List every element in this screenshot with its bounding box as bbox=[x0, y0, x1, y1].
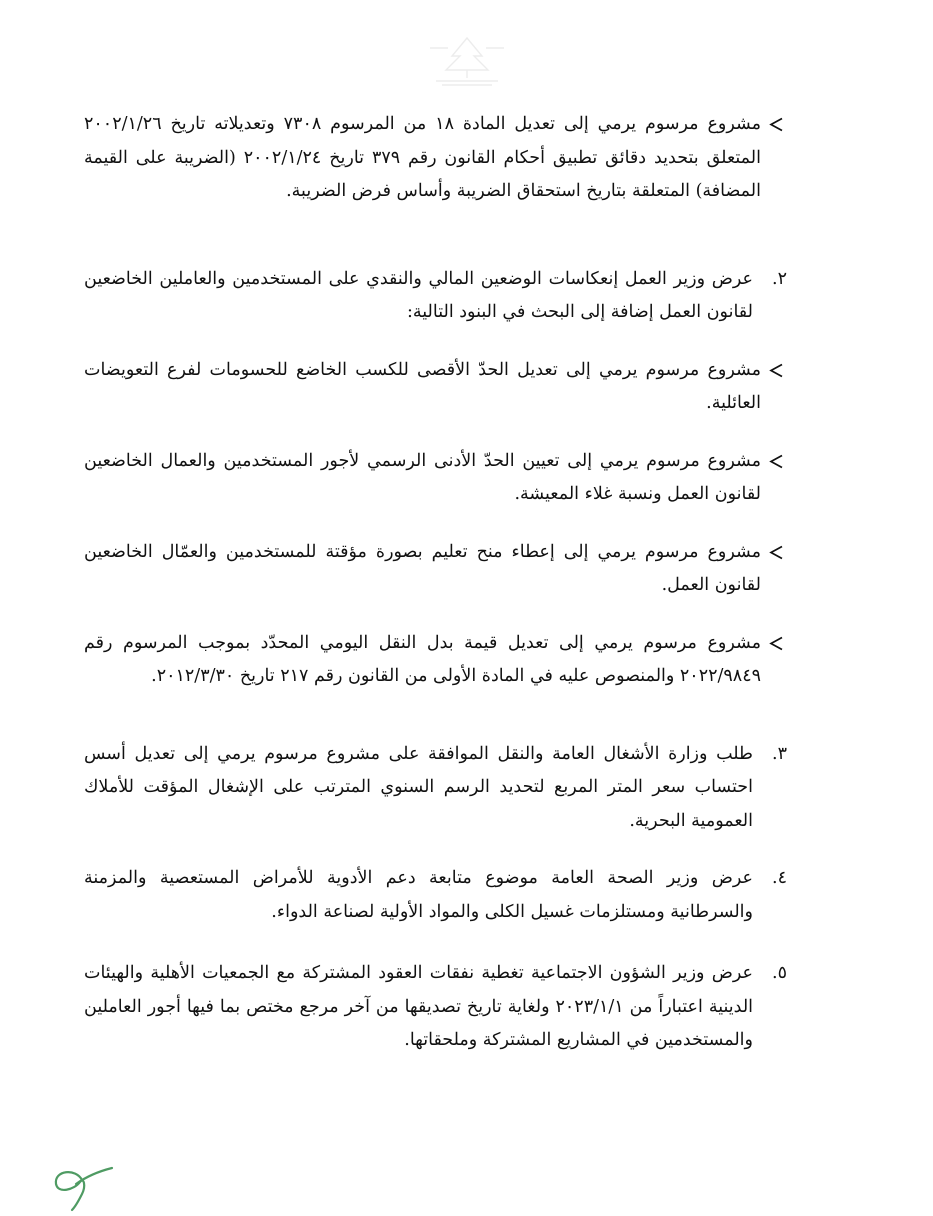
list-item bbox=[84, 627, 787, 694]
list-item-text: عرض وزير الشؤون الاجتماعية تغطية نفقات العقود المشتركة مع الجمعيات الأهلية والهيئات الدينية اعتباراً من ٢٠٢٣/١/١ ولغاية تاريخ تصديقها من آخر مرجع مختص بما فيها أجور العاملين والمستخدمين في المشاريع المشتركة وملحقاتها. bbox=[84, 963, 754, 1050]
list-item-text: مشروع مرسوم يرمي إلى تعديل قيمة بدل النقل اليومي المحدّد بموجب المرسوم رقم ٢٠٢٢/٩٨٤٩ والمنصوص عليه في المادة الأولى من القانون رقم ٢١٧ تاريخ ٢٠١٢/٣/٣٠. bbox=[84, 632, 761, 686]
list-item-text: عرض وزير الصحة العامة موضوع متابعة دعم الأدوية للأمراض المستعصية والمزمنة والسرطانية ومستلزمات غسيل الكلى والمواد الأولية لصناعة الدواء. bbox=[84, 868, 753, 922]
list-item-text: مشروع مرسوم يرمي إلى تعيين الحدّ الأدنى الرسمي لأجور المستخدمين والعمال الخاضعين لقانون العمل ونسبة غلاء المعيشة. bbox=[84, 450, 761, 504]
list-item-text: طلب وزارة الأشغال العامة والنقل الموافقة على مشروع مرسوم يرمي إلى تعديل أسس احتساب سعر المتر المربع لتحديد الرسم السنوي المترتب على الإشغال المؤقت للأملاك العمومية البحرية. bbox=[84, 743, 753, 831]
item-number: ٤. bbox=[772, 868, 787, 888]
list-item-text: مشروع مرسوم يرمي إلى إعطاء منح تعليم بصورة مؤقتة للمستخدمين والعمّال الخاضعين لقانون العمل. bbox=[84, 541, 761, 595]
list-item bbox=[84, 957, 787, 1058]
list-item bbox=[84, 108, 787, 209]
item-number: ٥. bbox=[772, 963, 787, 983]
document-body bbox=[84, 108, 787, 1058]
list-item bbox=[84, 738, 787, 839]
list-item bbox=[84, 536, 787, 603]
arrowhead-outline-icon bbox=[765, 354, 787, 387]
handwritten-initial-icon bbox=[46, 1160, 118, 1212]
list-item bbox=[84, 445, 787, 512]
list-item-text: عرض وزير العمل إنعكاسات الوضعين المالي والنقدي على المستخدمين والعاملين الخاضعين لقانون العمل إضافة إلى البحث في البنود التالية: bbox=[84, 268, 753, 322]
list-item-text: مشروع مرسوم يرمي إلى تعديل الحدّ الأقصى للكسب الخاضع للحسومات لفرع التعويضات العائلية. bbox=[84, 359, 761, 413]
arrowhead-outline-icon bbox=[765, 536, 787, 569]
list-item bbox=[84, 862, 787, 929]
arrowhead-outline-icon bbox=[765, 445, 787, 478]
list-item-text: مشروع مرسوم يرمي إلى تعديل المادة ١٨ من المرسوم ٧٣٠٨ وتعديلاته تاريخ ٢٠٠٢/١/٢٦ المتعلق بتحديد دقائق تطبيق أحكام القانون رقم ٣٧٩ تاريخ ٢٠٠٢/١/٢٤ (الضريبة على القيمة المضافة) المتعلقة بتاريخ استحقاق الضريبة وأساس فرض الضريبة. bbox=[84, 114, 761, 201]
list-item bbox=[84, 263, 787, 330]
list-item bbox=[84, 354, 787, 421]
arrowhead-outline-icon bbox=[765, 108, 787, 141]
arrowhead-outline-icon bbox=[765, 627, 787, 660]
item-number: ٣. bbox=[772, 743, 787, 764]
emblem-watermark-icon bbox=[422, 34, 512, 86]
item-number: ٢. bbox=[772, 268, 787, 289]
